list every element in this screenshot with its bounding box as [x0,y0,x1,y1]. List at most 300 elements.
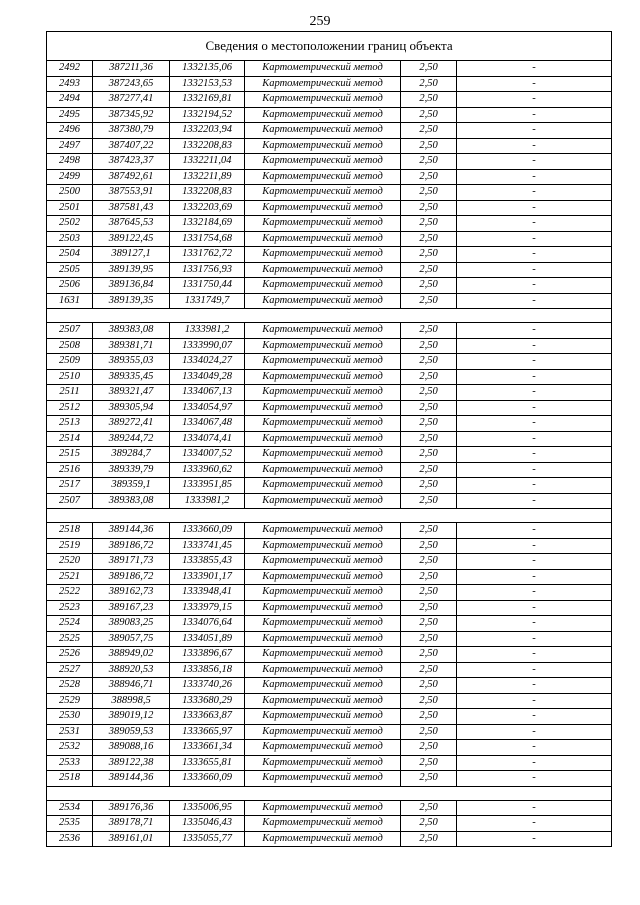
table-row [47,138,612,154]
description-cell: - [457,278,612,294]
point-number-cell: 2505 [47,262,93,278]
method-cell: Картометрический метод [245,200,401,216]
table-row [47,385,612,401]
x-coordinate-cell: 389186,72 [93,569,170,585]
point-number-cell: 2519 [47,538,93,554]
y-coordinate-cell: 1333660,09 [170,771,245,787]
table-row [47,278,612,294]
table-row [47,447,612,463]
table-row [47,107,612,123]
description-cell: - [457,200,612,216]
y-coordinate-cell: 1331762,72 [170,247,245,263]
method-cell: Картометрический метод [245,154,401,170]
method-cell: Картометрический метод [245,92,401,108]
table-row [47,338,612,354]
point-number-cell: 2516 [47,462,93,478]
method-cell: Картометрический метод [245,262,401,278]
point-number-cell: 2499 [47,169,93,185]
method-cell: Картометрический метод [245,740,401,756]
description-cell: - [457,554,612,570]
point-number-cell: 2494 [47,92,93,108]
accuracy-cell: 2,50 [401,154,457,170]
y-coordinate-cell: 1333981,2 [170,323,245,339]
method-cell: Картометрический метод [245,400,401,416]
x-coordinate-cell: 387581,43 [93,200,170,216]
table-row [47,569,612,585]
accuracy-cell: 2,50 [401,709,457,725]
method-cell: Картометрический метод [245,123,401,139]
accuracy-cell: 2,50 [401,231,457,247]
x-coordinate-cell: 389272,41 [93,416,170,432]
point-number-cell: 2531 [47,724,93,740]
method-cell: Картометрический метод [245,138,401,154]
method-cell: Картометрический метод [245,523,401,539]
x-coordinate-cell: 389335,45 [93,369,170,385]
description-cell: - [457,400,612,416]
point-number-cell: 2518 [47,771,93,787]
method-cell: Картометрический метод [245,771,401,787]
point-number-cell: 2518 [47,523,93,539]
table-row [47,154,612,170]
x-coordinate-cell: 389019,12 [93,709,170,725]
method-cell: Картометрический метод [245,600,401,616]
table-row [47,662,612,678]
point-number-cell: 2524 [47,616,93,632]
y-coordinate-cell: 1334067,13 [170,385,245,401]
table-row [47,740,612,756]
description-cell: - [457,462,612,478]
method-cell: Картометрический метод [245,478,401,494]
y-coordinate-cell: 1332169,81 [170,92,245,108]
y-coordinate-cell: 1333661,34 [170,740,245,756]
y-coordinate-cell: 1333981,2 [170,493,245,509]
x-coordinate-cell: 389176,36 [93,800,170,816]
accuracy-cell: 2,50 [401,92,457,108]
y-coordinate-cell: 1334067,48 [170,416,245,432]
table-row [47,755,612,771]
method-cell: Картометрический метод [245,538,401,554]
point-number-cell: 2504 [47,247,93,263]
method-cell: Картометрический метод [245,678,401,694]
y-coordinate-cell: 1333979,15 [170,600,245,616]
description-cell: - [457,185,612,201]
description-cell: - [457,154,612,170]
description-cell: - [457,569,612,585]
description-cell: - [457,262,612,278]
y-coordinate-cell: 1333855,43 [170,554,245,570]
accuracy-cell: 2,50 [401,585,457,601]
x-coordinate-cell: 388946,71 [93,678,170,694]
accuracy-cell: 2,50 [401,431,457,447]
x-coordinate-cell: 387345,92 [93,107,170,123]
y-coordinate-cell: 1331749,7 [170,293,245,309]
group-separator-cell [47,309,612,323]
point-number-cell: 2523 [47,600,93,616]
y-coordinate-cell: 1333680,29 [170,693,245,709]
method-cell: Картометрический метод [245,631,401,647]
x-coordinate-cell: 389144,36 [93,771,170,787]
point-number-cell: 2530 [47,709,93,725]
x-coordinate-cell: 388998,5 [93,693,170,709]
point-number-cell: 2535 [47,816,93,832]
table-row [47,478,612,494]
y-coordinate-cell: 1331750,44 [170,278,245,294]
accuracy-cell: 2,50 [401,169,457,185]
description-cell: - [457,354,612,370]
table-body [47,32,612,847]
x-coordinate-cell: 387553,91 [93,185,170,201]
method-cell: Картометрический метод [245,662,401,678]
x-coordinate-cell: 389083,25 [93,616,170,632]
description-cell: - [457,724,612,740]
boundary-table [46,31,612,847]
y-coordinate-cell: 1334049,28 [170,369,245,385]
description-cell: - [457,538,612,554]
table-row [47,616,612,632]
table-row [47,231,612,247]
accuracy-cell: 2,50 [401,385,457,401]
method-cell: Картометрический метод [245,431,401,447]
y-coordinate-cell: 1332208,83 [170,138,245,154]
x-coordinate-cell: 389284,7 [93,447,170,463]
point-number-cell: 2511 [47,385,93,401]
table-row [47,538,612,554]
accuracy-cell: 2,50 [401,693,457,709]
x-coordinate-cell: 389244,72 [93,431,170,447]
point-number-cell: 2507 [47,493,93,509]
x-coordinate-cell: 389139,95 [93,262,170,278]
x-coordinate-cell: 389144,36 [93,523,170,539]
method-cell: Картометрический метод [245,278,401,294]
method-cell: Картометрический метод [245,569,401,585]
method-cell: Картометрический метод [245,293,401,309]
table-row [47,123,612,139]
method-cell: Картометрический метод [245,354,401,370]
point-number-cell: 2529 [47,693,93,709]
method-cell: Картометрический метод [245,447,401,463]
table-row [47,462,612,478]
y-coordinate-cell: 1335046,43 [170,816,245,832]
table-row [47,816,612,832]
table-row [47,831,612,847]
description-cell: - [457,585,612,601]
table-row [47,523,612,539]
method-cell: Картометрический метод [245,385,401,401]
point-number-cell: 2532 [47,740,93,756]
x-coordinate-cell: 387423,37 [93,154,170,170]
y-coordinate-cell: 1334007,52 [170,447,245,463]
description-cell: - [457,771,612,787]
description-cell: - [457,416,612,432]
x-coordinate-cell: 387211,36 [93,61,170,77]
table-row [47,200,612,216]
accuracy-cell: 2,50 [401,616,457,632]
method-cell: Картометрический метод [245,231,401,247]
description-cell: - [457,123,612,139]
group-separator-row [47,509,612,523]
method-cell: Картометрический метод [245,709,401,725]
x-coordinate-cell: 389171,73 [93,554,170,570]
table-row [47,61,612,77]
x-coordinate-cell: 389162,73 [93,585,170,601]
y-coordinate-cell: 1332184,69 [170,216,245,232]
table-row [47,169,612,185]
method-cell: Картометрический метод [245,724,401,740]
method-cell: Картометрический метод [245,416,401,432]
accuracy-cell: 2,50 [401,447,457,463]
table-row [47,262,612,278]
accuracy-cell: 2,50 [401,123,457,139]
y-coordinate-cell: 1335055,77 [170,831,245,847]
description-cell: - [457,169,612,185]
group-separator-row [47,309,612,323]
table-row [47,709,612,725]
x-coordinate-cell: 387492,61 [93,169,170,185]
table-row [47,647,612,663]
x-coordinate-cell: 389339,79 [93,462,170,478]
point-number-cell: 2507 [47,323,93,339]
x-coordinate-cell: 389161,01 [93,831,170,847]
method-cell: Картометрический метод [245,216,401,232]
description-cell: - [457,216,612,232]
accuracy-cell: 2,50 [401,107,457,123]
x-coordinate-cell: 389167,23 [93,600,170,616]
description-cell: - [457,231,612,247]
point-number-cell: 2502 [47,216,93,232]
x-coordinate-cell: 388949,02 [93,647,170,663]
point-number-cell: 2525 [47,631,93,647]
x-coordinate-cell: 389186,72 [93,538,170,554]
description-cell: - [457,447,612,463]
y-coordinate-cell: 1333990,07 [170,338,245,354]
accuracy-cell: 2,50 [401,61,457,77]
description-cell: - [457,76,612,92]
description-cell: - [457,616,612,632]
method-cell: Картометрический метод [245,755,401,771]
y-coordinate-cell: 1334074,41 [170,431,245,447]
table-row [47,400,612,416]
point-number-cell: 2512 [47,400,93,416]
point-number-cell: 2534 [47,800,93,816]
accuracy-cell: 2,50 [401,200,457,216]
accuracy-cell: 2,50 [401,369,457,385]
table-row [47,678,612,694]
description-cell: - [457,338,612,354]
accuracy-cell: 2,50 [401,262,457,278]
point-number-cell: 2527 [47,662,93,678]
point-number-cell: 2515 [47,447,93,463]
method-cell: Картометрический метод [245,554,401,570]
table-row [47,800,612,816]
table-row [47,416,612,432]
accuracy-cell: 2,50 [401,569,457,585]
accuracy-cell: 2,50 [401,678,457,694]
point-number-cell: 2493 [47,76,93,92]
description-cell: - [457,755,612,771]
method-cell: Картометрический метод [245,693,401,709]
page-number: 259 [309,14,331,29]
accuracy-cell: 2,50 [401,247,457,263]
description-cell: - [457,662,612,678]
point-number-cell: 2496 [47,123,93,139]
y-coordinate-cell: 1333740,26 [170,678,245,694]
accuracy-cell: 2,50 [401,771,457,787]
point-number-cell: 2501 [47,200,93,216]
x-coordinate-cell: 389122,38 [93,755,170,771]
table-row [47,247,612,263]
table-row [47,554,612,570]
accuracy-cell: 2,50 [401,831,457,847]
description-cell: - [457,709,612,725]
method-cell: Картометрический метод [245,338,401,354]
table-row [47,185,612,201]
point-number-cell: 2498 [47,154,93,170]
accuracy-cell: 2,50 [401,323,457,339]
description-cell: - [457,647,612,663]
x-coordinate-cell: 388920,53 [93,662,170,678]
table-title-row [47,32,612,61]
description-cell: - [457,478,612,494]
y-coordinate-cell: 1333741,45 [170,538,245,554]
x-coordinate-cell: 389136,84 [93,278,170,294]
y-coordinate-cell: 1333665,97 [170,724,245,740]
table-row [47,631,612,647]
y-coordinate-cell: 1333856,18 [170,662,245,678]
x-coordinate-cell: 389122,45 [93,231,170,247]
group-separator-row [47,786,612,800]
x-coordinate-cell: 387277,41 [93,92,170,108]
point-number-cell: 2510 [47,369,93,385]
description-cell: - [457,631,612,647]
x-coordinate-cell: 389088,16 [93,740,170,756]
accuracy-cell: 2,50 [401,523,457,539]
accuracy-cell: 2,50 [401,538,457,554]
x-coordinate-cell: 389359,1 [93,478,170,494]
description-cell: - [457,385,612,401]
point-number-cell: 2520 [47,554,93,570]
y-coordinate-cell: 1332208,83 [170,185,245,201]
y-coordinate-cell: 1333901,17 [170,569,245,585]
method-cell: Картометрический метод [245,323,401,339]
method-cell: Картометрический метод [245,76,401,92]
point-number-cell: 2528 [47,678,93,694]
y-coordinate-cell: 1335006,95 [170,800,245,816]
y-coordinate-cell: 1332211,04 [170,154,245,170]
point-number-cell: 2513 [47,416,93,432]
accuracy-cell: 2,50 [401,662,457,678]
table-row [47,76,612,92]
description-cell: - [457,600,612,616]
point-number-cell: 2503 [47,231,93,247]
accuracy-cell: 2,50 [401,416,457,432]
y-coordinate-cell: 1331756,93 [170,262,245,278]
x-coordinate-cell: 389059,53 [93,724,170,740]
table-row [47,693,612,709]
description-cell: - [457,493,612,509]
accuracy-cell: 2,50 [401,631,457,647]
point-number-cell: 2533 [47,755,93,771]
point-number-cell: 2508 [47,338,93,354]
x-coordinate-cell: 389178,71 [93,816,170,832]
point-number-cell: 2514 [47,431,93,447]
table-row [47,771,612,787]
table-title: Сведения о местоположении границ объекта [47,32,612,61]
accuracy-cell: 2,50 [401,138,457,154]
method-cell: Картометрический метод [245,247,401,263]
accuracy-cell: 2,50 [401,478,457,494]
point-number-cell: 2521 [47,569,93,585]
table-row [47,585,612,601]
x-coordinate-cell: 387243,65 [93,76,170,92]
x-coordinate-cell: 389383,08 [93,323,170,339]
description-cell: - [457,693,612,709]
table-row [47,323,612,339]
accuracy-cell: 2,50 [401,724,457,740]
method-cell: Картометрический метод [245,61,401,77]
description-cell: - [457,523,612,539]
point-number-cell: 2506 [47,278,93,294]
table-row [47,216,612,232]
point-number-cell: 2517 [47,478,93,494]
description-cell: - [457,431,612,447]
x-coordinate-cell: 389381,71 [93,338,170,354]
y-coordinate-cell: 1332203,69 [170,200,245,216]
point-number-cell: 2495 [47,107,93,123]
table-row [47,369,612,385]
y-coordinate-cell: 1334076,64 [170,616,245,632]
description-cell: - [457,816,612,832]
method-cell: Картометрический метод [245,107,401,123]
point-number-cell: 1631 [47,293,93,309]
x-coordinate-cell: 389057,75 [93,631,170,647]
method-cell: Картометрический метод [245,616,401,632]
method-cell: Картометрический метод [245,369,401,385]
accuracy-cell: 2,50 [401,338,457,354]
y-coordinate-cell: 1334051,89 [170,631,245,647]
accuracy-cell: 2,50 [401,554,457,570]
method-cell: Картометрический метод [245,585,401,601]
description-cell: - [457,369,612,385]
accuracy-cell: 2,50 [401,462,457,478]
x-coordinate-cell: 389321,47 [93,385,170,401]
table-row [47,493,612,509]
description-cell: - [457,61,612,77]
y-coordinate-cell: 1333663,87 [170,709,245,725]
group-separator-cell [47,786,612,800]
description-cell: - [457,678,612,694]
y-coordinate-cell: 1331754,68 [170,231,245,247]
accuracy-cell: 2,50 [401,76,457,92]
description-cell: - [457,740,612,756]
point-number-cell: 2509 [47,354,93,370]
y-coordinate-cell: 1333660,09 [170,523,245,539]
point-number-cell: 2522 [47,585,93,601]
y-coordinate-cell: 1333960,62 [170,462,245,478]
method-cell: Картометрический метод [245,185,401,201]
y-coordinate-cell: 1332203,94 [170,123,245,139]
y-coordinate-cell: 1334054,97 [170,400,245,416]
accuracy-cell: 2,50 [401,600,457,616]
description-cell: - [457,247,612,263]
accuracy-cell: 2,50 [401,800,457,816]
description-cell: - [457,293,612,309]
method-cell: Картометрический метод [245,831,401,847]
accuracy-cell: 2,50 [401,493,457,509]
table-row [47,724,612,740]
description-cell: - [457,800,612,816]
y-coordinate-cell: 1333655,81 [170,755,245,771]
x-coordinate-cell: 389383,08 [93,493,170,509]
